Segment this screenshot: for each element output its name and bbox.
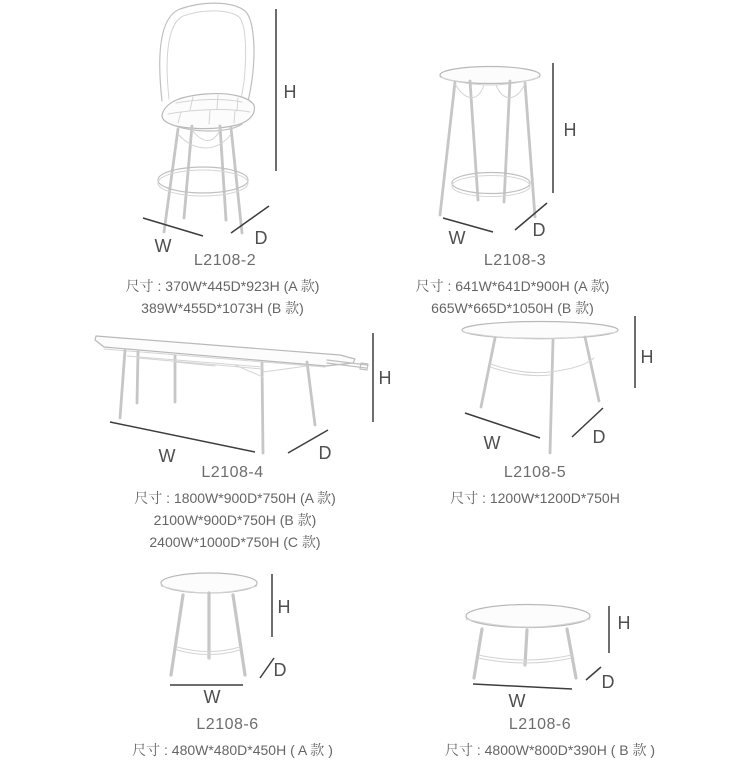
depth-label: D bbox=[592, 427, 606, 447]
width-label: W bbox=[203, 687, 221, 707]
round-dining-table-drawing bbox=[448, 312, 663, 460]
spec-line: 尺寸 : 480W*480D*450H ( A 款 ) bbox=[132, 742, 333, 758]
height-label: H bbox=[640, 347, 654, 367]
depth-label: D bbox=[318, 443, 332, 463]
table-sketch bbox=[466, 605, 590, 679]
round-coffee-table-drawing bbox=[448, 583, 643, 713]
depth-label: D bbox=[532, 220, 546, 240]
spec-text bbox=[415, 739, 685, 761]
width-dimension-line bbox=[473, 684, 572, 689]
table-sketch bbox=[95, 336, 368, 453]
model-number: L2108-6 bbox=[196, 716, 259, 733]
spec-line: 尺寸 : 641W*641D*900H (A 款) bbox=[415, 278, 610, 294]
table-dimensions bbox=[170, 574, 291, 707]
model-number: L2108-3 bbox=[483, 252, 547, 269]
width-label: W bbox=[448, 228, 466, 248]
height-label: H bbox=[378, 368, 392, 388]
bar-table-drawing bbox=[418, 48, 643, 248]
table-sketch bbox=[161, 573, 257, 675]
depth-label: D bbox=[273, 660, 287, 680]
spec-line: 665W*665D*1050H (B 款) bbox=[431, 300, 594, 316]
depth-label: D bbox=[601, 672, 615, 692]
width-dimension-line bbox=[465, 413, 540, 438]
depth-dimension-line bbox=[260, 658, 274, 678]
spec-line: 389W*455D*1073H (B 款) bbox=[141, 300, 304, 316]
model-number: L2108-4 bbox=[201, 464, 264, 481]
height-label: H bbox=[617, 613, 631, 633]
spec-line: 尺寸 : 1800W*900D*750H (A 款) bbox=[134, 490, 336, 506]
spec-text bbox=[90, 487, 380, 553]
depth-dimension-line bbox=[586, 667, 601, 680]
width-dimension-line bbox=[110, 422, 255, 452]
height-label: H bbox=[563, 120, 577, 140]
spec-line: 尺寸 : 1200W*1200D*750H bbox=[450, 490, 620, 506]
spec-text bbox=[90, 739, 375, 761]
width-label: W bbox=[483, 433, 501, 453]
bar-stool-drawing bbox=[118, 2, 353, 254]
width-label: W bbox=[154, 236, 172, 254]
bar-stool-sketch bbox=[158, 3, 254, 233]
width-label: W bbox=[158, 446, 176, 464]
spec-line: 尺寸 : 4800W*800D*390H ( B 款 ) bbox=[444, 742, 656, 758]
height-label: H bbox=[283, 82, 297, 102]
model-number: L2108-2 bbox=[193, 252, 257, 269]
round-side-table-drawing bbox=[138, 563, 303, 711]
spec-text bbox=[410, 487, 660, 509]
rectangular-dining-table-drawing bbox=[75, 322, 395, 464]
model-number: L2108-5 bbox=[503, 464, 567, 481]
depth-label: D bbox=[254, 228, 268, 248]
bar-table-sketch bbox=[440, 67, 540, 218]
spec-text bbox=[80, 275, 365, 319]
spec-line: 2400W*1000D*750H (C 款) bbox=[149, 534, 321, 550]
width-dimension-line bbox=[143, 218, 203, 236]
spec-line: 2100W*900D*750H (B 款) bbox=[153, 512, 317, 528]
width-label: W bbox=[508, 691, 526, 711]
height-label: H bbox=[277, 597, 291, 617]
model-number: L2108-6 bbox=[508, 716, 572, 733]
spec-line: 尺寸 : 370W*445D*923H (A 款) bbox=[125, 278, 320, 294]
